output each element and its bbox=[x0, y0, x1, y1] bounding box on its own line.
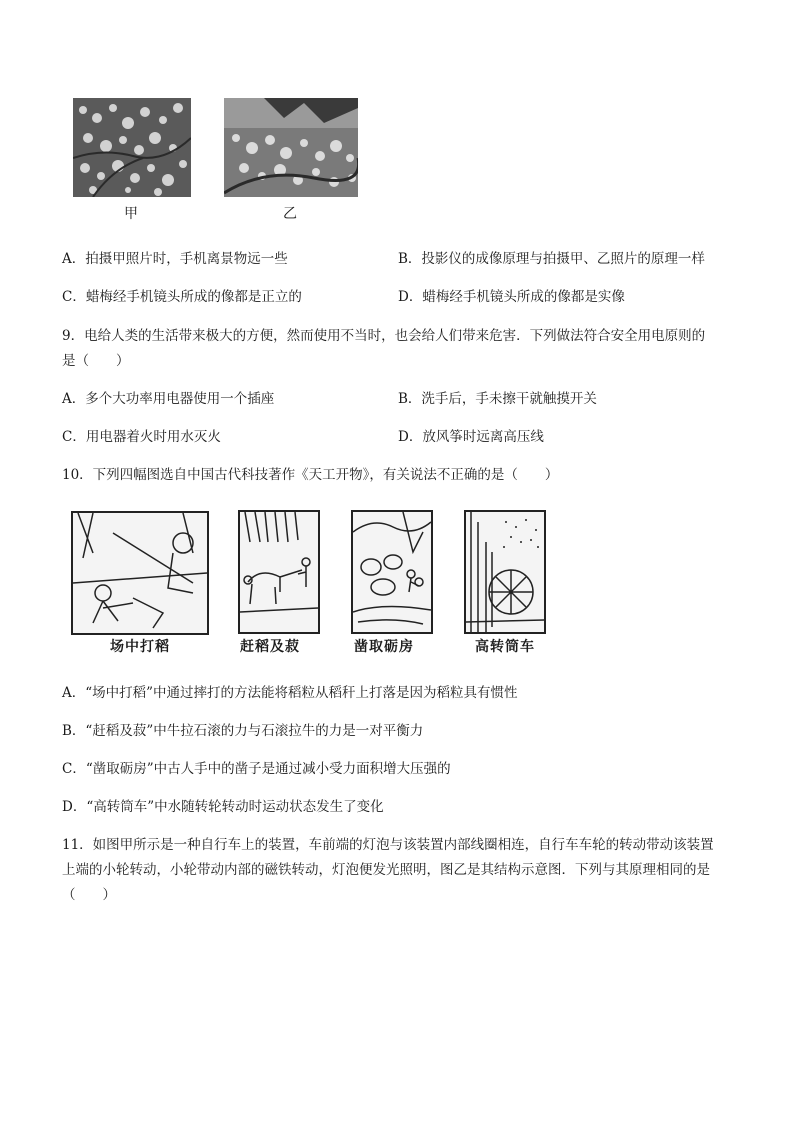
q9-stem-line2: 是（ ） bbox=[62, 353, 130, 369]
q8-option-b: B．投影仪的成像原理与拍摄甲、乙照片的原理一样 bbox=[398, 251, 705, 267]
figure-caption-threshing: 场中打稻 bbox=[110, 639, 170, 655]
figure-caption-waterwheel: 高转筒车 bbox=[475, 639, 535, 655]
figure-threshing bbox=[71, 511, 209, 635]
q9-option-d: D．放风筝时远离高压线 bbox=[398, 429, 544, 445]
q9-option-b: B．洗手后，手未擦干就触摸开关 bbox=[398, 391, 597, 407]
q9-stem-line1: 9．电给人类的生活带来极大的方便，然而使用不当时，也会给人们带来危害．下列做法符合安全用电原则的 bbox=[62, 328, 706, 344]
photo-label-yi: 乙 bbox=[283, 206, 297, 222]
q10-option-c: C．“凿取砺房”中古人手中的凿子是通过减小受力面积增大压强的 bbox=[62, 761, 451, 777]
figure-caption-oxen: 赶稻及菽 bbox=[240, 639, 300, 655]
figure-chisel bbox=[351, 510, 433, 634]
q8-option-a: A．拍摄甲照片时，手机离景物远一些 bbox=[62, 251, 288, 267]
figure-caption-chisel: 凿取砺房 bbox=[354, 639, 414, 655]
q8-option-d: D．蜡梅经手机镜头所成的像都是实像 bbox=[398, 289, 625, 305]
photo-yi bbox=[224, 98, 358, 197]
q10-option-a: A．“场中打稻”中通过摔打的方法能将稻粒从稻秆上打落是因为稻粒具有惯性 bbox=[62, 685, 518, 701]
q11-stem-line3: （ ） bbox=[62, 887, 116, 903]
figure-waterwheel bbox=[464, 510, 546, 634]
q9-option-a: A．多个大功率用电器使用一个插座 bbox=[62, 391, 275, 407]
q11-stem-line2: 上端的小轮转动，小轮带动内部的磁铁转动，灯泡便发光照明，图乙是其结构示意图．下列与其原理相同的是 bbox=[62, 862, 710, 878]
photo-label-jia: 甲 bbox=[124, 206, 138, 222]
q10-option-d: D．“高转筒车”中水随转轮转动时运动状态发生了变化 bbox=[62, 799, 384, 815]
q11-stem-line1: 11．如图甲所示是一种自行车上的装置，车前端的灯泡与该装置内部线圈相连，自行车车轮的转动带动该装置 bbox=[62, 837, 714, 853]
q9-option-c: C．用电器着火时用水灭火 bbox=[62, 429, 221, 445]
figure-oxen bbox=[238, 510, 320, 634]
q10-stem: 10．下列四幅图选自中国古代科技著作《天工开物》，有关说法不正确的是（ ） bbox=[62, 467, 559, 483]
q10-option-b: B．“赶稻及菽”中牛拉石滚的力与石滚拉牛的力是一对平衡力 bbox=[62, 723, 424, 739]
q8-option-c: C．蜡梅经手机镜头所成的像都是正立的 bbox=[62, 289, 302, 305]
photo-jia bbox=[73, 98, 191, 197]
